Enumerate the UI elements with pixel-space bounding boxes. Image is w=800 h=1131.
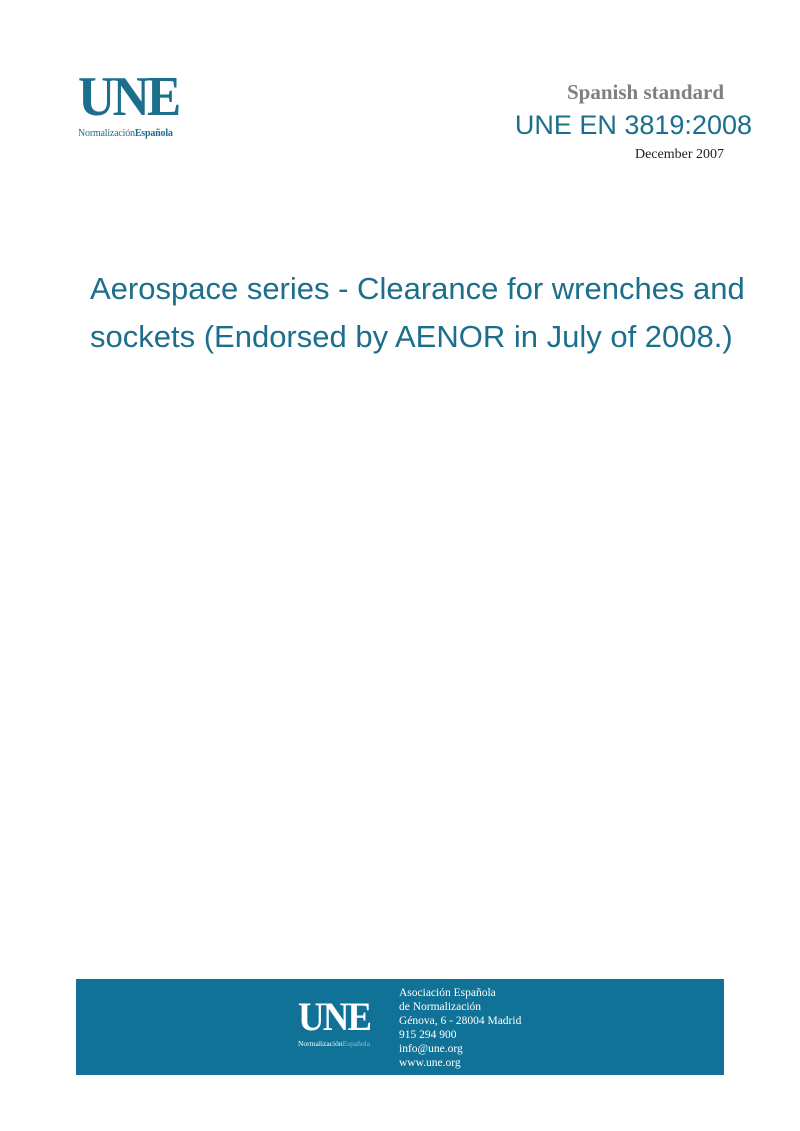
standard-code: UNE EN 3819:2008 bbox=[514, 110, 752, 140]
footer-tagline-part2: Española bbox=[342, 1039, 371, 1048]
standard-kind: Spanish standard bbox=[567, 80, 724, 104]
standard-date: December 2007 bbox=[634, 147, 724, 162]
footer-tagline-part1: Normalización bbox=[298, 1039, 343, 1048]
title-line-1: Aerospace series - Clearance for wrenches and bbox=[90, 271, 745, 306]
footer-logo-tagline bbox=[298, 1039, 376, 1048]
logo-tagline-part1: Normalización bbox=[78, 128, 135, 139]
document-title bbox=[90, 265, 780, 361]
footer-org-name-line1: Asociación Española bbox=[399, 987, 496, 999]
logo-mark: UNE bbox=[78, 66, 179, 128]
footer-email: info@une.org bbox=[399, 1043, 463, 1055]
footer-logo-mark: UNE bbox=[298, 994, 371, 1039]
footer-org-name-line2: de Normalización bbox=[399, 1001, 482, 1013]
footer-address: Génova, 6 - 28004 Madrid bbox=[399, 1015, 522, 1027]
title-line-2: sockets (Endorsed by AENOR in July of 2008.) bbox=[90, 319, 733, 354]
footer-website: www.une.org bbox=[399, 1057, 461, 1069]
une-logo bbox=[78, 66, 187, 139]
footer-phone: 915 294 900 bbox=[399, 1029, 457, 1041]
footer-contact-info bbox=[399, 986, 521, 1070]
logo-tagline bbox=[78, 128, 187, 139]
standard-header bbox=[515, 80, 752, 164]
logo-tagline-part2: Española bbox=[134, 128, 173, 139]
footer-une-logo bbox=[298, 994, 376, 1048]
footer-banner bbox=[76, 979, 724, 1075]
